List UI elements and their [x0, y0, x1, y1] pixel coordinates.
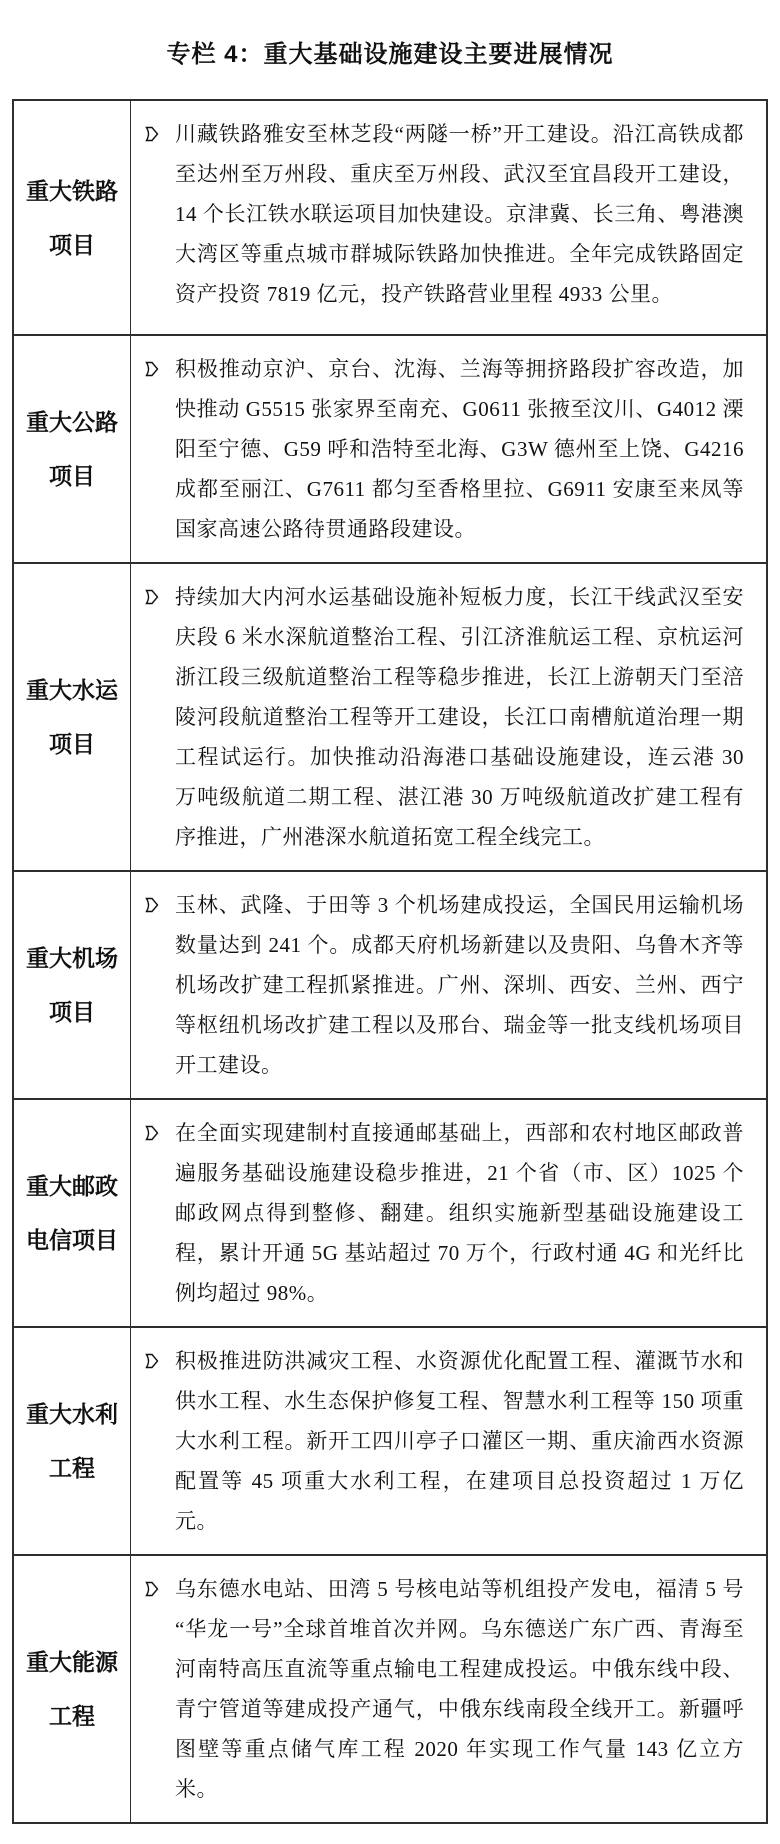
- table-row: [14, 1328, 766, 1556]
- table-row: [14, 564, 766, 872]
- row-label-line1: 重大公路: [26, 409, 118, 435]
- row-label-line2: 项目: [49, 231, 95, 258]
- row-label-line1: 重大铁路: [26, 177, 118, 204]
- table-row: [14, 872, 766, 1100]
- row-label-airport: [14, 872, 131, 1098]
- row-content: [131, 1328, 766, 1554]
- row-label-line1: 重大能源: [26, 1649, 118, 1675]
- hollow-right-arrow-icon: [144, 124, 160, 144]
- row-label-line1: 重大水利: [26, 1401, 118, 1427]
- row-text: 川藏铁路雅安至林芝段“两隧一桥”开工建设。沿江高铁成都至达州至万州段、重庆至万州段、武汉至宜昌段开工建设，14 个长江铁水联运项目加快建设。京津冀、长三角、粤港澳大湾区等重点城市群城际铁路加快推进。全年完成铁路固定资产投资 7819 亿元，投产铁路营业里程 4933 公里。: [175, 122, 744, 306]
- progress-table: [12, 99, 768, 1824]
- row-label-line2: 工程: [49, 1703, 95, 1729]
- row-content: [131, 336, 766, 562]
- row-text: 在全面实现建制村直接通邮基础上，西部和农村地区邮政普遍服务基础设施建设稳步推进，21 个省（市、区）1025 个邮政网点得到整修、翻建。组织实施新型基础设施建设工程，累计开通 5G 基站超过 70 万个，行政村通 4G 和光纤比例均超过 98%。: [175, 1121, 744, 1305]
- row-label-postal-telecom: [14, 1100, 131, 1326]
- row-label-water-transport: [14, 564, 131, 870]
- table-row: [14, 1100, 766, 1328]
- row-label-line2: 工程: [49, 1455, 95, 1481]
- row-text: 积极推进防洪减灾工程、水资源优化配置工程、灌溉节水和供水工程、水生态保护修复工程、智慧水利工程等 150 项重大水利工程。新开工四川亭子口灌区一期、重庆渝西水资源配置等 45 项重大水利工程，在建项目总投资超过 1 万亿元。: [175, 1349, 744, 1533]
- row-label-line2: 电信项目: [26, 1227, 118, 1253]
- row-content: [131, 872, 766, 1098]
- row-label-line1: 重大水运: [26, 677, 118, 703]
- row-label-line1: 重大邮政: [26, 1173, 118, 1199]
- row-content: [131, 564, 766, 870]
- row-text: 玉林、武隆、于田等 3 个机场建成投运，全国民用运输机场数量达到 241 个。成都天府机场新建以及贵阳、乌鲁木齐等机场改扩建工程抓紧推进。广州、深圳、西安、兰州、西宁等枢纽机场改扩建工程以及邢台、瑞金等一批支线机场项目开工建设。: [175, 893, 744, 1077]
- hollow-right-arrow-icon: [144, 1123, 160, 1143]
- row-label-water-conservancy: [14, 1328, 131, 1554]
- row-content: [131, 101, 766, 334]
- row-label-line2: 项目: [49, 731, 95, 757]
- row-label-railway: [14, 101, 131, 334]
- hollow-right-arrow-icon: [144, 895, 160, 915]
- hollow-right-arrow-icon: [144, 359, 160, 379]
- hollow-right-arrow-icon: [144, 1351, 160, 1371]
- table-row: [14, 1556, 766, 1822]
- row-label-line2: 项目: [49, 999, 95, 1025]
- page-title: 专栏 4：重大基础设施建设主要进展情况: [166, 41, 614, 68]
- row-content: [131, 1100, 766, 1326]
- row-label-highway: [14, 336, 131, 562]
- row-label-line1: 重大机场: [26, 945, 118, 971]
- row-label-line2: 项目: [49, 463, 95, 489]
- row-label-energy: [14, 1556, 131, 1822]
- table-row: [14, 336, 766, 564]
- row-text: 乌东德水电站、田湾 5 号核电站等机组投产发电，福清 5 号“华龙一号”全球首堆首次并网。乌东德送广东广西、青海至河南特高压直流等重点输电工程建成投运。中俄东线中段、青宁管道等建成投产通气，中俄东线南段全线开工。新疆呼图壁等重点储气库工程 2020 年实现工作气量 143 亿立方米。: [175, 1577, 744, 1801]
- row-content: [131, 1556, 766, 1822]
- table-row: [14, 101, 766, 336]
- hollow-right-arrow-icon: [144, 1579, 160, 1599]
- row-text: 持续加大内河水运基础设施补短板力度，长江干线武汉至安庆段 6 米水深航道整治工程、引江济淮航运工程、京杭运河浙江段三级航道整治工程等稳步推进，长江上游朝天门至涪陵河段航道整治工程等开工建设，长江口南槽航道治理一期工程试运行。加快推动沿海港口基础设施建设，连云港 30 万吨级航道二期工程、湛江港 30 万吨级航道改扩建工程有序推进，广州港深水航道拓宽工程全线完工。: [175, 585, 744, 849]
- hollow-right-arrow-icon: [144, 587, 160, 607]
- row-text: 积极推动京沪、京台、沈海、兰海等拥挤路段扩容改造，加快推动 G5515 张家界至南充、G0611 张掖至汶川、G4012 溧阳至宁德、G59 呼和浩特至北海、G3W 德州至上饶、G4216 成都至丽江、G7611 都匀至香格里拉、G6911 安康至来凤等国家高速公路待贯通路段建设。: [175, 357, 744, 541]
